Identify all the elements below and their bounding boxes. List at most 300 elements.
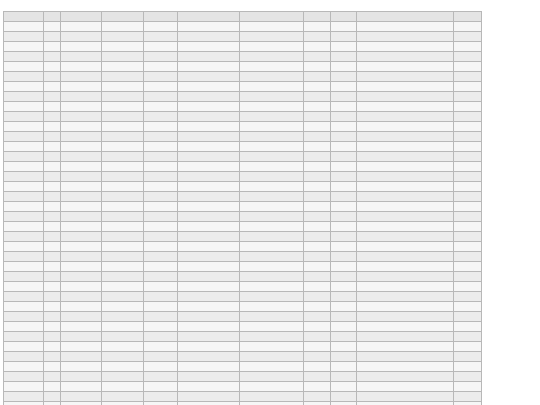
- file-link[interactable]: [357, 32, 454, 42]
- table-cell: [240, 92, 304, 102]
- table-cell: [240, 372, 304, 382]
- table-cell: [240, 262, 304, 272]
- table-cell: [44, 272, 61, 282]
- table-cell: [61, 372, 102, 382]
- table-cell: [102, 322, 144, 332]
- table-cell: [178, 402, 240, 405]
- table-cell: [102, 392, 144, 402]
- table-cell: [331, 192, 357, 202]
- table-cell: [331, 312, 357, 322]
- file-link[interactable]: [357, 202, 454, 212]
- table-cell: [178, 52, 240, 62]
- table-cell: [44, 322, 61, 332]
- table-cell: [240, 232, 304, 242]
- table-cell: [240, 122, 304, 132]
- table-cell: [4, 402, 44, 405]
- table-row: [4, 52, 482, 62]
- table-row: [4, 362, 482, 372]
- table-cell: [178, 132, 240, 142]
- table-cell: [331, 112, 357, 122]
- table-cell: [44, 192, 61, 202]
- table-cell: [61, 52, 102, 62]
- table-cell: [240, 162, 304, 172]
- table-cell: [144, 132, 178, 142]
- table-cell: [454, 82, 482, 92]
- table-row: [4, 72, 482, 82]
- file-link[interactable]: [357, 402, 454, 405]
- table-cell: [178, 252, 240, 262]
- table-cell: [4, 332, 44, 342]
- table-cell: [102, 172, 144, 182]
- table-cell: [144, 142, 178, 152]
- column-header[interactable]: [304, 12, 331, 22]
- table-cell: [144, 242, 178, 252]
- table-cell: [454, 192, 482, 202]
- table-cell: [454, 262, 482, 272]
- file-link[interactable]: [357, 222, 454, 232]
- table-row: [4, 272, 482, 282]
- table-cell: [144, 262, 178, 272]
- table-cell: [144, 112, 178, 122]
- file-link[interactable]: [357, 162, 454, 172]
- table-cell: [454, 242, 482, 252]
- table-cell: [304, 142, 331, 152]
- table-cell: [102, 132, 144, 142]
- table-cell: [454, 272, 482, 282]
- table-cell: [331, 292, 357, 302]
- table-cell: [331, 242, 357, 252]
- table-cell: [454, 42, 482, 52]
- table-cell: [178, 142, 240, 152]
- table-cell: [44, 122, 61, 132]
- file-link[interactable]: [357, 92, 454, 102]
- table-cell: [144, 62, 178, 72]
- table-cell: [144, 192, 178, 202]
- table-cell: [144, 212, 178, 222]
- table-cell: [102, 62, 144, 72]
- table-cell: [331, 212, 357, 222]
- table-row: [4, 312, 482, 322]
- table-cell: [240, 82, 304, 92]
- table-cell: [240, 332, 304, 342]
- table-cell: [4, 322, 44, 332]
- column-header[interactable]: [44, 12, 61, 22]
- table-cell: [178, 262, 240, 272]
- file-link[interactable]: [357, 122, 454, 132]
- table-cell: [240, 272, 304, 282]
- table-cell: [144, 42, 178, 52]
- table-cell: [102, 252, 144, 262]
- table-cell: [61, 272, 102, 282]
- table-cell: [61, 392, 102, 402]
- column-header[interactable]: [454, 12, 482, 22]
- table-cell: [178, 222, 240, 232]
- table-cell: [454, 212, 482, 222]
- table-cell: [331, 82, 357, 92]
- table-cell: [102, 92, 144, 102]
- table-cell: [4, 152, 44, 162]
- table-cell: [240, 382, 304, 392]
- table-cell: [240, 402, 304, 405]
- table-cell: [61, 102, 102, 112]
- table-cell: [144, 162, 178, 172]
- table-cell: [454, 302, 482, 312]
- table-cell: [102, 352, 144, 362]
- table-cell: [61, 132, 102, 142]
- table-cell: [61, 142, 102, 152]
- table-cell: [102, 312, 144, 322]
- file-link[interactable]: [357, 302, 454, 312]
- table-cell: [102, 32, 144, 42]
- table-row: [4, 132, 482, 142]
- table-cell: [454, 342, 482, 352]
- table-cell: [102, 222, 144, 232]
- table-cell: [144, 152, 178, 162]
- table-cell: [61, 222, 102, 232]
- table-cell: [240, 112, 304, 122]
- file-link[interactable]: [357, 42, 454, 52]
- column-header[interactable]: [357, 12, 454, 22]
- table-cell: [4, 72, 44, 82]
- table-cell: [331, 302, 357, 312]
- file-link[interactable]: [357, 142, 454, 152]
- file-link[interactable]: [357, 242, 454, 252]
- table-cell: [178, 372, 240, 382]
- file-link[interactable]: [357, 102, 454, 112]
- table-cell: [331, 342, 357, 352]
- table-cell: [144, 182, 178, 192]
- table-cell: [102, 102, 144, 112]
- table-cell: [44, 402, 61, 405]
- table-cell: [144, 102, 178, 112]
- file-link[interactable]: [357, 322, 454, 332]
- table-cell: [61, 172, 102, 182]
- file-link[interactable]: [357, 112, 454, 122]
- table-cell: [44, 252, 61, 262]
- table-cell: [240, 302, 304, 312]
- table-cell: [144, 272, 178, 282]
- table-cell: [44, 332, 61, 342]
- data-table-container: [3, 11, 481, 405]
- table-row: [4, 112, 482, 122]
- table-cell: [44, 202, 61, 212]
- table-cell: [44, 62, 61, 72]
- table-row: [4, 402, 482, 405]
- table-cell: [4, 102, 44, 112]
- table-cell: [304, 102, 331, 112]
- table-cell: [4, 192, 44, 202]
- file-link[interactable]: [357, 332, 454, 342]
- table-cell: [304, 242, 331, 252]
- table-cell: [178, 242, 240, 252]
- table-cell: [102, 292, 144, 302]
- file-link[interactable]: [357, 82, 454, 92]
- table-cell: [454, 152, 482, 162]
- table-cell: [178, 172, 240, 182]
- column-header[interactable]: [178, 12, 240, 22]
- table-cell: [144, 32, 178, 42]
- table-cell: [240, 212, 304, 222]
- table-cell: [102, 112, 144, 122]
- table-cell: [304, 312, 331, 322]
- table-cell: [61, 302, 102, 312]
- table-cell: [102, 262, 144, 272]
- table-row: [4, 142, 482, 152]
- column-header[interactable]: [102, 12, 144, 22]
- table-cell: [102, 152, 144, 162]
- file-link[interactable]: [357, 392, 454, 402]
- table-cell: [4, 382, 44, 392]
- table-cell: [240, 42, 304, 52]
- table-row: [4, 42, 482, 52]
- table-cell: [240, 292, 304, 302]
- table-cell: [44, 42, 61, 52]
- table-cell: [304, 352, 331, 362]
- table-cell: [331, 92, 357, 102]
- table-row: [4, 22, 482, 32]
- table-cell: [4, 242, 44, 252]
- table-cell: [144, 322, 178, 332]
- table-cell: [102, 82, 144, 92]
- table-cell: [240, 22, 304, 32]
- table-cell: [4, 272, 44, 282]
- table-cell: [102, 372, 144, 382]
- table-cell: [304, 322, 331, 332]
- table-cell: [454, 202, 482, 212]
- table-cell: [102, 382, 144, 392]
- table-cell: [61, 42, 102, 52]
- table-cell: [4, 162, 44, 172]
- table-cell: [331, 252, 357, 262]
- table-cell: [102, 202, 144, 212]
- column-header[interactable]: [240, 12, 304, 22]
- table-cell: [144, 342, 178, 352]
- table-cell: [4, 342, 44, 352]
- table-cell: [454, 182, 482, 192]
- table-body: [4, 22, 482, 405]
- table-cell: [102, 192, 144, 202]
- table-cell: [331, 232, 357, 242]
- table-cell: [4, 92, 44, 102]
- table-cell: [304, 202, 331, 212]
- table-cell: [61, 202, 102, 212]
- table-cell: [44, 362, 61, 372]
- table-cell: [304, 182, 331, 192]
- table-cell: [178, 322, 240, 332]
- table-cell: [61, 22, 102, 32]
- table-cell: [454, 362, 482, 372]
- file-link[interactable]: [357, 382, 454, 392]
- table-cell: [178, 352, 240, 362]
- table-cell: [102, 42, 144, 52]
- table-cell: [454, 252, 482, 262]
- table-cell: [144, 382, 178, 392]
- file-link[interactable]: [357, 182, 454, 192]
- table-cell: [304, 402, 331, 405]
- table-cell: [44, 172, 61, 182]
- table-cell: [331, 272, 357, 282]
- table-cell: [240, 102, 304, 112]
- table-cell: [331, 202, 357, 212]
- table-cell: [144, 202, 178, 212]
- table-cell: [304, 292, 331, 302]
- table-cell: [144, 352, 178, 362]
- table-cell: [144, 92, 178, 102]
- table-cell: [4, 52, 44, 62]
- table-cell: [454, 102, 482, 112]
- table-cell: [44, 282, 61, 292]
- table-cell: [4, 172, 44, 182]
- table-cell: [331, 102, 357, 112]
- table-row: [4, 92, 482, 102]
- table-cell: [178, 192, 240, 202]
- table-row: [4, 252, 482, 262]
- table-cell: [331, 42, 357, 52]
- table-cell: [44, 132, 61, 142]
- file-link[interactable]: [357, 132, 454, 142]
- table-cell: [102, 242, 144, 252]
- table-cell: [240, 72, 304, 82]
- file-link[interactable]: [357, 292, 454, 302]
- table-cell: [304, 222, 331, 232]
- table-cell: [144, 82, 178, 92]
- table-cell: [454, 72, 482, 82]
- table-cell: [4, 252, 44, 262]
- file-link[interactable]: [357, 352, 454, 362]
- file-link[interactable]: [357, 342, 454, 352]
- table-cell: [240, 182, 304, 192]
- file-link[interactable]: [357, 172, 454, 182]
- table-cell: [331, 282, 357, 292]
- file-link[interactable]: [357, 72, 454, 82]
- table-cell: [240, 62, 304, 72]
- file-link[interactable]: [357, 232, 454, 242]
- table-cell: [304, 272, 331, 282]
- table-cell: [61, 292, 102, 302]
- table-cell: [178, 122, 240, 132]
- table-cell: [304, 252, 331, 262]
- table-cell: [4, 232, 44, 242]
- table-cell: [61, 242, 102, 252]
- table-cell: [304, 362, 331, 372]
- table-cell: [102, 332, 144, 342]
- table-cell: [178, 112, 240, 122]
- table-cell: [304, 122, 331, 132]
- table-cell: [331, 172, 357, 182]
- table-cell: [454, 352, 482, 362]
- table-cell: [454, 332, 482, 342]
- table-cell: [240, 312, 304, 322]
- table-cell: [144, 22, 178, 32]
- table-cell: [102, 362, 144, 372]
- table-cell: [144, 122, 178, 132]
- table-cell: [44, 112, 61, 122]
- file-link[interactable]: [357, 282, 454, 292]
- table-cell: [304, 52, 331, 62]
- column-header[interactable]: [61, 12, 102, 22]
- table-cell: [178, 92, 240, 102]
- data-table: [3, 11, 482, 405]
- file-link[interactable]: [357, 372, 454, 382]
- table-row: [4, 352, 482, 362]
- table-row: [4, 182, 482, 192]
- table-cell: [4, 82, 44, 92]
- table-cell: [144, 302, 178, 312]
- table-cell: [61, 82, 102, 92]
- table-row: [4, 332, 482, 342]
- file-link[interactable]: [357, 272, 454, 282]
- table-cell: [44, 232, 61, 242]
- table-row: [4, 162, 482, 172]
- table-cell: [304, 232, 331, 242]
- table-cell: [44, 242, 61, 252]
- table-cell: [331, 382, 357, 392]
- table-cell: [4, 372, 44, 382]
- table-cell: [178, 392, 240, 402]
- table-cell: [44, 312, 61, 322]
- table-cell: [178, 232, 240, 242]
- file-link[interactable]: [357, 52, 454, 62]
- table-row: [4, 322, 482, 332]
- table-cell: [44, 382, 61, 392]
- file-link[interactable]: [357, 252, 454, 262]
- table-cell: [178, 32, 240, 42]
- table-cell: [178, 162, 240, 172]
- table-row: [4, 372, 482, 382]
- table-cell: [454, 232, 482, 242]
- file-link[interactable]: [357, 212, 454, 222]
- file-link[interactable]: [357, 192, 454, 202]
- file-link[interactable]: [357, 312, 454, 322]
- table-cell: [304, 372, 331, 382]
- table-cell: [102, 212, 144, 222]
- file-link[interactable]: [357, 62, 454, 72]
- table-cell: [61, 402, 102, 405]
- table-cell: [331, 32, 357, 42]
- table-cell: [178, 332, 240, 342]
- table-cell: [178, 182, 240, 192]
- table-cell: [331, 392, 357, 402]
- table-cell: [240, 202, 304, 212]
- table-cell: [178, 62, 240, 72]
- table-cell: [61, 152, 102, 162]
- table-cell: [144, 392, 178, 402]
- file-link[interactable]: [357, 22, 454, 32]
- table-cell: [240, 282, 304, 292]
- table-cell: [144, 372, 178, 382]
- table-row: [4, 222, 482, 232]
- table-cell: [102, 302, 144, 312]
- file-link[interactable]: [357, 152, 454, 162]
- table-cell: [178, 282, 240, 292]
- table-cell: [4, 302, 44, 312]
- table-cell: [240, 152, 304, 162]
- table-cell: [178, 152, 240, 162]
- column-header[interactable]: [4, 12, 44, 22]
- table-cell: [331, 332, 357, 342]
- table-cell: [4, 352, 44, 362]
- table-cell: [240, 32, 304, 42]
- table-cell: [102, 272, 144, 282]
- table-cell: [178, 342, 240, 352]
- column-header[interactable]: [331, 12, 357, 22]
- column-header[interactable]: [144, 12, 178, 22]
- file-link[interactable]: [357, 262, 454, 272]
- table-cell: [61, 212, 102, 222]
- table-cell: [304, 392, 331, 402]
- file-link[interactable]: [357, 362, 454, 372]
- table-cell: [44, 22, 61, 32]
